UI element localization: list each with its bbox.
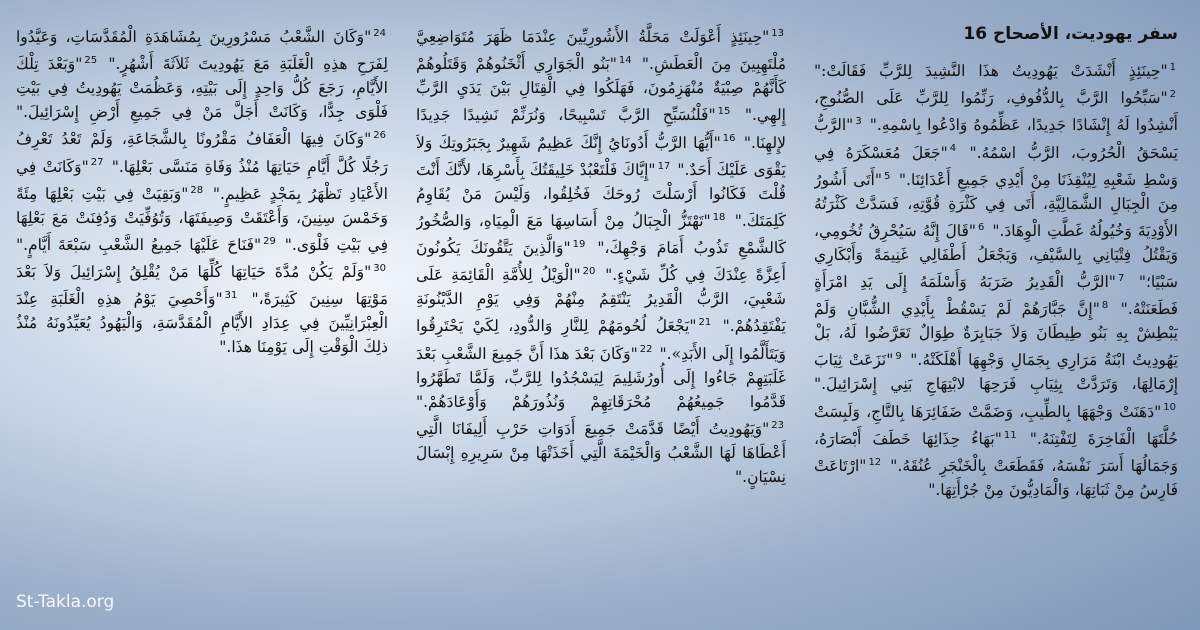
verse-number: 19 <box>572 238 586 250</box>
chapter-heading: سفر يهوديت، الأصحاح 16 <box>963 24 1178 44</box>
verse-number: 18 <box>712 211 726 223</box>
verse-number: 6 <box>978 221 985 233</box>
verse-number: 12 <box>868 456 882 468</box>
verse-number: 29 <box>263 235 276 247</box>
verse <box>16 236 278 254</box>
column-left <box>16 22 388 612</box>
verse-text: "وَكَانَ بَعْدَ هذَا أَنَّ جَمِيعَ الشَّعْبِ بَعْدَ غَلَبَتِهِمْ جَاءُوا إِلَى أُورُشَلِيمَ لِيَسْجُدُوا لِلرَّبِّ، وَلَمَّا تَطَهَّرُوا قَدَّمُوا جَمِيعُهُمْ مُحْرَقَاتِهِمْ وَنُذُورَهُمْ وَأَوْعَادَهُمْ." <box>416 344 786 411</box>
verse-number: 10 <box>1163 402 1176 414</box>
verse-number: 31 <box>224 290 238 302</box>
verse-text: "حِينَئِذٍ أَنْشَدَتْ يَهُودِيتُ هذَا النَّشِيدَ لِلرَّبِّ فَقَالَتْ:" <box>814 62 1168 81</box>
verse-number: 11 <box>1003 429 1017 441</box>
verse-text: "وَيَهُودِيتُ أَيْضًا قَدَّمَتْ جَمِيعَ أَدَوَاتِ حَرْبِ أَلِيفَانَا الَّتِي أَعْطَاهَا لَهَا الشَّعْبُ وَالْخَيْمَةَ الَّتِي أَخَذَتْهَا مِنْ سَرِيرِهِ إِبْسَالَ نِسْيَانٍ." <box>416 419 786 486</box>
verse-number: 17 <box>657 160 671 172</box>
verse-number: 5 <box>883 170 891 182</box>
verses-column-middle <box>416 22 786 489</box>
verse-text: "دَهَنَتْ وَجْهَهَا بِالطِّيبِ، وَضَمَّتْ ضَفَائِرَهَا بِالتَّاجِ، وَلَبِسَتْ حُلَّتَهَا الْفَاخِرَةَ لِتَفْتِنَهُ." <box>814 402 1178 448</box>
verse-text: "ارْتَاعَتْ فَارِسُ مِنْ ثَبَاتِهَا، وَالْمَادِيُّونَ مِنْ جُرْأَتِهَا." <box>814 456 1178 499</box>
verse-number: 25 <box>84 55 98 67</box>
verse-number: 13 <box>771 28 784 39</box>
verse-text: "إِنَّ جَبَّارَهُمْ لَمْ يَسْقُطْ بِأَيْدِي الشُّبَّانِ وَلَمْ يَبْطِشْ بِهِ بَنُو طِيطَانَ وَلاَ جَبَابِرَةٌ طِوَالٌ تَعَرَّضُوا لَهُ، بَلْ يَهُودِيتُ ابْنَةُ مَرَارِي بِجَمَالِ وَجْهِهَا أَهْلَكَتْهُ." <box>814 300 1178 370</box>
verse-number: 2 <box>1169 89 1176 101</box>
verse-text: "قَالَ إِنَّهُ سَيُحْرِقُ تُخُومِي، وَيَقْتُلُ فِتْيَانِي بِالسَّيْفِ، وَيَجْعَلُ أَطْفَالِي غَنِيمَةً وَأَبْكَارِي سَبْيًا؛" <box>814 221 1178 292</box>
verse-text: "أَتَى أَشُورُ مِنَ الْجِبَالِ الشَّمَالِيَّةِ، أَتَى فِي كَثْرَةِ قُوَّتِهِ، فَسَدَّتْ كَثْرَتُهُ الأَوْدِيَةَ وَخُيُولُهُ غَطَّتِ الْوِهَادَ." <box>814 170 1178 240</box>
verse-number: 7 <box>1117 272 1125 284</box>
verse-text: "وَأَحْصِيَ يَوْمُ هذِهِ الْغَلَبَةِ عِنْدَ الْعِبْرَانِيِّينَ فِي عِدَادِ الأَيَّامِ الْمُقَدَّسَةِ، وَالْيَهُودُ يُعَيِّدُونَهُ مُنْذُ ذلِكَ الْوَقْتِ إِلَى يَوْمِنَا هذَا." <box>16 290 388 357</box>
verse <box>814 89 1178 134</box>
verse-number: 14 <box>618 55 632 67</box>
verse-number: 15 <box>717 106 731 118</box>
verse-text: "نَزَعَتْ ثِيَابَ إِرْمَالِهَا، وَتَرَدَّتْ بِثِيَابِ فَرَحِهَا لابْتِهَاجِ بَنِي إِسْرَائِيلَ." <box>814 351 1178 394</box>
verse-text: "جَعَلَ مُعَسْكَرَهُ فِي وَسْطِ شَعْبِهِ لِيُنْقِذَنَا مِنْ أَيْدِي جَمِيعِ أَعْدَائِنَا." <box>814 143 1178 189</box>
verse-number: 4 <box>949 143 957 155</box>
verse-number: 21 <box>698 317 712 329</box>
verse-text: "يَجْعَلُ لُحُومَهُمْ لِلنَّارِ وَالدُّودِ، لِكَيْ يَحْتَرِقُوا وَيَتَأَلَّمُوا إِلَى الأَبَدِ»." <box>416 317 786 363</box>
verse-number: 8 <box>1101 300 1109 312</box>
verse <box>814 62 1178 80</box>
verse-number: 3 <box>855 116 862 128</box>
verses-column-right <box>814 56 1178 502</box>
verse-text: "الرَّبُّ يَسْحَقُ الْحُرُوبَ، الرَّبُّ اسْمُهُ." <box>814 116 1178 162</box>
verse-number: 30 <box>373 262 386 274</box>
verse-text: "تَهْتَزُّ الْجِبَالُ مِنْ أَسَاسِهَا مَعَ الْمِيَاهِ، وَالصُّخُورُ كَالشَّمْعِ تَذُوبُ أَمَامَ وَجْهِكَ،" <box>416 211 786 258</box>
verse-number: 1 <box>1169 62 1176 73</box>
verse-number: 23 <box>771 419 784 431</box>
verse-number: 9 <box>895 351 902 363</box>
verse-text: "بَهَاءُ حِذَائِهَا خَطَفَ أَبْصَارَهُ، وَجَمَالُهَا أَسَرَ نَفْسَهُ، فَقَطَعَتْ بِالْخَنْجَرِ عُنُقَهُ." <box>814 429 1178 475</box>
verse-text: "فَنَاحَ عَلَيْهَا جَمِيعُ الشَّعْبِ سَبْعَةَ أَيَّامٍ." <box>16 235 262 254</box>
verse <box>416 420 786 486</box>
verse-text: "الْوَيْلُ لِلأُمَّةِ الْقَائِمَةِ عَلَى شَعْبِيَ، الرَّبُّ الْقَدِيرُ يَنْتَقِمُ مِنْهُمْ وَفِي يَوْمِ الدَّيْنُونَةِ يَفْتَقِدُهُمْ." <box>416 266 786 336</box>
verse-text: "وَكَانَتْ فِي الأَعْيَادِ تَظْهَرُ بِمَجْدٍ عَظِيمٍ." <box>16 157 388 203</box>
verse-text: "وَبَقِيَتْ فِي بَيْتِ بَعْلِهَا مِئَةً وَخَمْسَ سِنِينَ، وَأَعْتَقَتْ وَصِيفَتَهَا، وَتُوُفِّيَتْ وَدُفِنَتْ مَعَ بَعْلِهَا فِي بَيْتِ فَلْوَى." <box>16 184 388 254</box>
verse-text: "حِينَئِذٍ أَعْوَلَتْ مَحَلَّةُ الأَشُورِيِّينَ عِنْدَمَا ظَهَرَ مُتَوَاضِعِيَّ مُلْتَهِبِينَ مِنَ الْعَطَشِ." <box>416 28 786 74</box>
verse-number: 22 <box>639 344 653 356</box>
verse-text: "وَكَانَ الشَّعْبُ مَسْرُورِينَ بِمُشَاهَدَةِ الْمُقَدَّسَاتِ، وَعَيَّدُوا لِفَرَحِ هذِهِ الْغَلَبَةِ مَعَ يَهُودِيتَ ثَلاَثَةَ أَشْهُرٍ." <box>16 28 388 74</box>
verse-text: "فَلْنُسَبِّحِ الرَّبَّ تَسْبِيحًا، وَنُرَنِّمْ نَشِيدًا جَدِيدًا لإِلهِنَا." <box>416 106 786 152</box>
verse-text: "أَيُّهَا الرَّبُّ أَدُونَايُ إِنَّكَ عَظِيمٌ شَهِيرٌ بِجَبَرُوتِكَ وَلاَ يَقْوَى عَلَيْكَ أَحَدٌ." <box>416 133 786 179</box>
verse-text: "وَلَمْ يَكُنْ مُدَّةَ حَيَاتِهَا كُلِّهَا مَنْ يُقْلِقُ إِسْرَائِيلَ وَلاَ بَعْدَ مَوْتِهَا سِنِينَ كَثِيرَةً،" <box>16 263 388 309</box>
watermark: St-Takla.org <box>16 592 115 612</box>
verse-text: "وَبَعْدَ تِلْكَ الأَيَّامِ، رَجَعَ كُلُّ وَاحِدٍ إِلَى بَيْتِهِ، وَعَظُمَتْ يَهُودِيتُ فِي بَيْتِ فَلْوَى جِدًّا، وَكَانَتْ أَجَلَّ مَنْ فِي جَمِيعِ أَرْضِ إِسْرَائِيلَ." <box>16 55 388 122</box>
verse-text: "الرَّبُّ الْقَدِيرُ ضَرَبَهُ وَأَسْلَمَهُ إِلَى يَدِ امْرَأَةٍ فَطَعَنَتْهُ." <box>814 273 1178 319</box>
verse-text: "سَبِّحُوا الرَّبَّ بِالدُّفُوفِ، رَنِّمُوا لِلرَّبِّ عَلَى الصُّنُوجِ، أَنْشِدُوا لَهُ إِنْشَادًا جَدِيدًا، عَظِّمُوهُ وَادْعُوا بِاسْمِهِ." <box>814 89 1178 135</box>
verse-text: "بَنُو الْجَوَارِي أَثْخَنُوهُمْ وَقَتَلُوهُمْ كَأَنَّهُمْ صِبْيَةٌ مُنْهَزِمُونَ، فَهَلَكُوا فِي الْقِتَالِ بَيْنَ يَدَيِ الرَّبِّ إِلهِي." <box>416 55 786 125</box>
column-right <box>814 22 1178 612</box>
verse-text: "وَالَّذِينَ يَتَّقُونَكَ يَكُونُونَ أَعِزَّةً عِنْدَكَ فِي كُلِّ شَيْءٍ." <box>416 239 786 285</box>
verse-number: 16 <box>722 133 736 145</box>
verse-text: "وَكَانَ فِيهَا الْعَفَافُ مَقْرُونًا بِالشَّجَاعَةِ، وَلَمْ تَعْدُ تَعْرِفُ رَجُلًا كُلَّ أَيَّامِ حَيَاتِهَا مُنْذُ وَفَاةِ مَنَسَّى بَعْلِهَا." <box>16 130 388 176</box>
column-middle <box>416 22 786 612</box>
verses-column-left <box>16 22 388 359</box>
verse-number: 27 <box>90 157 104 169</box>
verse-text: "إِيَّاكَ فَلْتَعْبُدْ خَلِيقَتُكَ بِأَسْرِهَا، لأَنَّكَ أَنْتَ قُلْتَ فَكَانُوا أَرْسَلْتَ رُوحَكَ فَخُلِقُوا، وَلَيْسَ مَنْ يُقَاوِمُ كَلِمَتَكَ." <box>416 160 786 230</box>
verse-number: 26 <box>373 130 386 142</box>
verse-number: 28 <box>190 184 204 196</box>
verse-number: 20 <box>582 266 596 278</box>
verse-number: 24 <box>373 28 386 39</box>
